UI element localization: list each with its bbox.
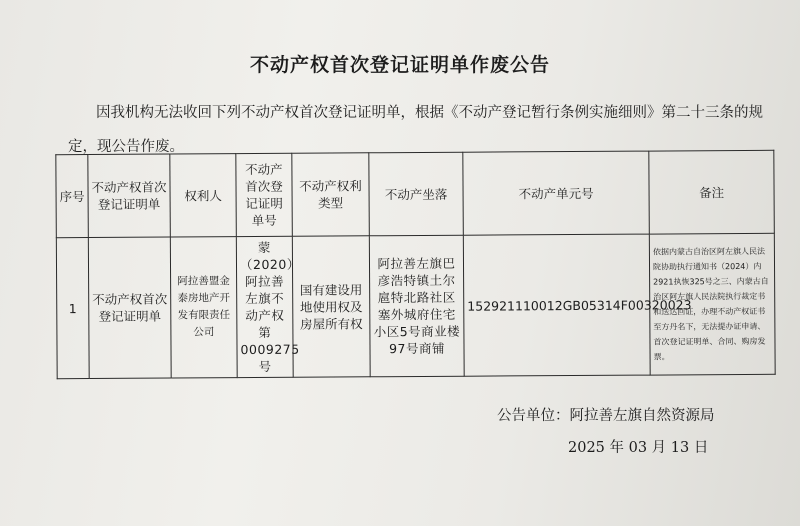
header-unit-no: 不动产单元号 <box>463 151 650 235</box>
table-header-row <box>56 150 774 237</box>
header-cert-type: 不动产权首次登记证明单 <box>88 154 171 237</box>
intro-paragraph: 因我机构无法收回下列不动产权首次登记证明单，根据《不动产登记暂行条例实施细则》第二十三条的规定，现公告作废。 <box>68 105 763 155</box>
notice-table <box>55 150 775 379</box>
header-seq: 序号 <box>56 154 89 237</box>
page-title: 不动产权首次登记证明单作废公告 <box>249 54 550 76</box>
cell-seq: 1 <box>56 237 89 378</box>
cell-remark: 依据内蒙古自治区阿左旗人民法院协助执行通知书（2024）内2921执恢325号之三、内蒙古自治区阿左旗人民法院执行裁定书和送达回证，办理不动产权证书至方丹名下，无法提办证申请、首次登记证明单、合同、购房发票。 <box>649 233 775 375</box>
cell-cert-type: 不动产权首次登记证明单 <box>88 237 171 378</box>
cell-owner: 阿拉善盟金泰房地产开发有限责任公司 <box>170 237 237 378</box>
cell-cert-no: 蒙（2020）阿拉善左旗不动产权第0009275号 <box>236 236 293 377</box>
header-location: 不动产坐落 <box>369 152 464 236</box>
header-owner: 权利人 <box>170 154 237 237</box>
table-row <box>56 233 775 378</box>
cell-right-type: 国有建设用地使用权及房屋所有权 <box>292 236 370 377</box>
issuing-unit: 公告单位：阿拉善左旗自然资源局 <box>497 408 715 424</box>
cell-unit-no: 152921110012GB05314F00320023 <box>463 234 650 376</box>
header-cert-no: 不动产首次登记证明单号 <box>236 153 293 236</box>
header-right-type: 不动产权利类型 <box>292 153 370 236</box>
cell-location: 阿拉善左旗巴彦浩特镇土尔扈特北路社区塞外城府住宅小区5号商业楼97号商铺 <box>369 235 464 377</box>
header-remark: 备注 <box>649 150 775 234</box>
issue-date: 2025 年 03 月 13 日 <box>568 440 709 456</box>
